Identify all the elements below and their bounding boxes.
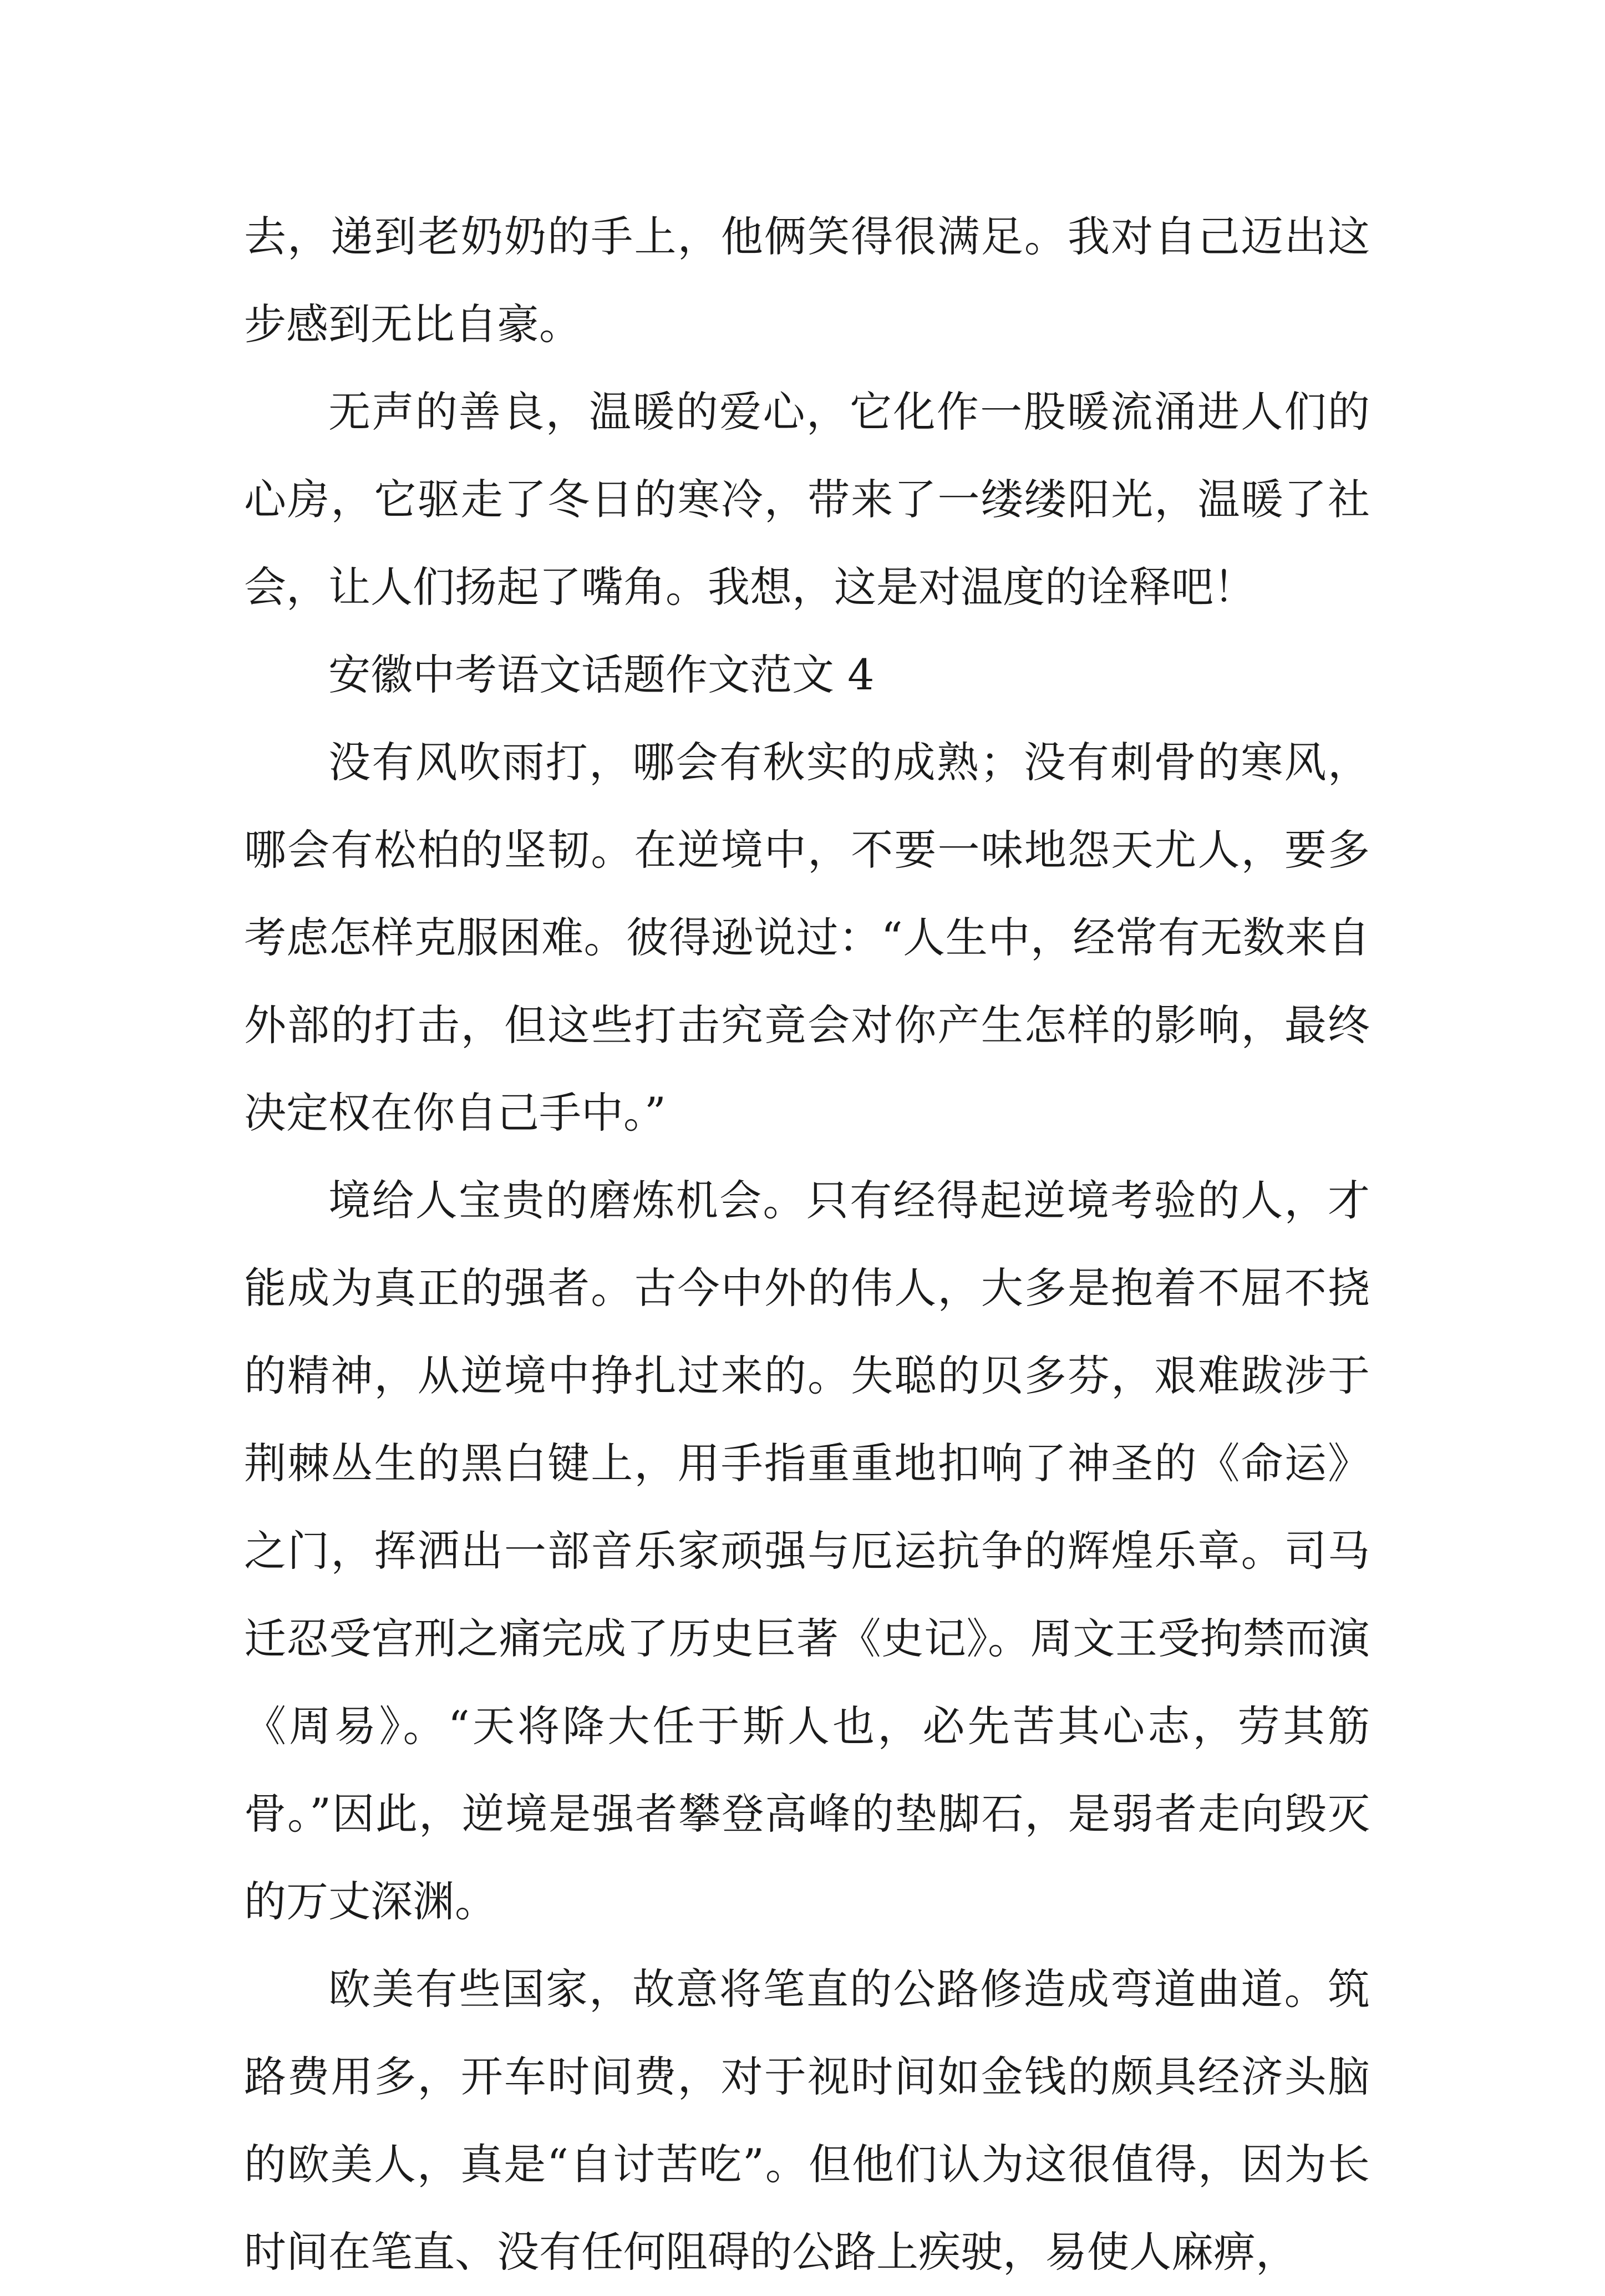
paragraph: 没有风吹雨打，哪会有秋实的成熟；没有刺骨的寒风，哪会有松柏的坚韧。在逆境中，不要一味地怨天尤人，要多考虑怎样克服困难。彼得逊说过：“人生中，经常有无数来自外部的打击，但这些打击究竟会对你产生怎样的影响，最终决定权在你自己手中。” (244, 738, 1370, 1137)
paragraph-continuation: 去，递到老奶奶的手上，他俩笑得很满足。我对自己迈出这步感到无比自豪。 (244, 212, 1370, 349)
paragraph: 无声的善良，温暖的爱心，它化作一股暖流涌进人们的心房，它驱走了冬日的寒冷，带来了一缕缕阳光，温暖了社会，让人们扬起了嘴角。我想，这是对温度的诠释吧！ (244, 387, 1370, 612)
paragraph: 境给人宝贵的磨炼机会。只有经得起逆境考验的人，才能成为真正的强者。古今中外的伟人，大多是抱着不屈不挠的精神，从逆境中挣扎过来的。失聪的贝多芬，艰难跋涉于荆棘丛生的黑白键上，用手指重重地扣响了神圣的《命运》之门，挥洒出一部音乐家顽强与厄运抗争的辉煌乐章。司马迁忍受宫刑之痛完成了历史巨著《史记》。周文王受拘禁而演《周易》。“天将降大任于斯人也，必先苦其心志，劳其筋骨。”因此，逆境是强者攀登高峰的垫脚石，是弱者走向毁灭的万丈深渊。 (244, 1176, 1370, 1926)
paragraph: 欧美有些国家，故意将笔直的公路修造成弯道曲道。筑路费用多，开车时间费，对于视时间如金钱的颇具经济头脑的欧美人，真是“自讨苦吃”。但他们认为这很值得，因为长时间在笔直、没有任何阻碍的公路上疾驶，易使人麻痹， (244, 1964, 1370, 2277)
section-heading: 安徽中考语文话题作文范文 4 (328, 650, 875, 699)
body-text (244, 193, 1370, 2296)
